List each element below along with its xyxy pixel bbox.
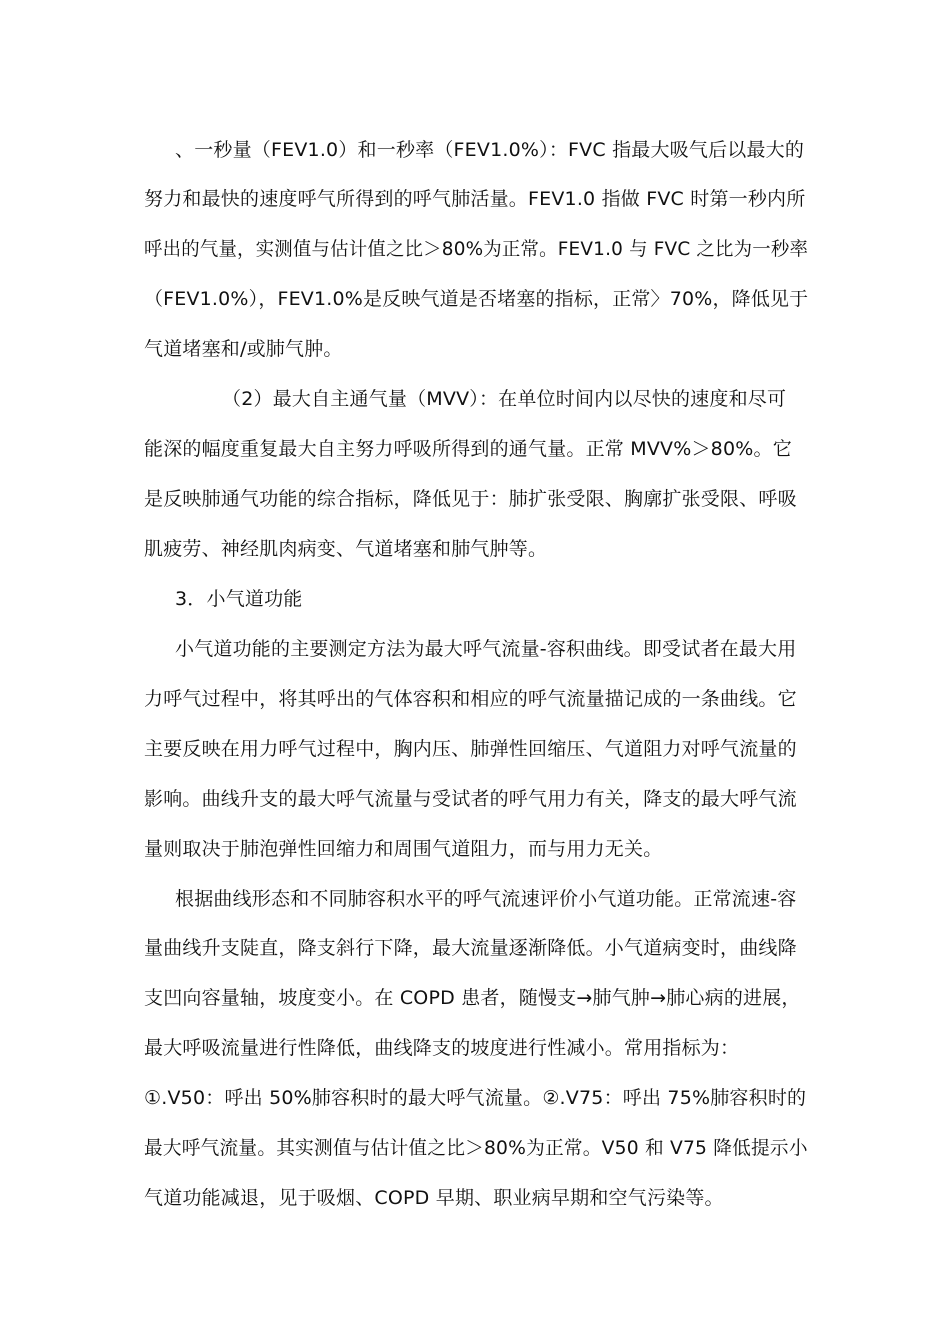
text-line: 力呼气过程中，将其呼出的气体容积和相应的呼气流量描记成的一条曲线。它 bbox=[144, 688, 797, 710]
text-line: ①.V50：呼出 50%肺容积时的最大呼气流量。②.V75：呼出 75%肺容积时的 bbox=[144, 1087, 807, 1109]
text-line: 是反映肺通气功能的综合指标，降低见于：肺扩张受限、胸廓扩张受限、呼吸 bbox=[144, 488, 797, 510]
section-heading: 3．小气道功能 bbox=[175, 588, 303, 610]
text-line: 能深的幅度重复最大自主努力呼吸所得到的通气量。正常 MVV%＞80%。它 bbox=[144, 438, 792, 460]
text-line: 量则取决于肺泡弹性回缩力和周围气道阻力，而与用力无关。 bbox=[144, 838, 663, 860]
text-line: 最大呼吸流量进行性降低，曲线降支的坡度进行性减小。常用指标为： bbox=[144, 1037, 740, 1059]
text-line: 主要反映在用力呼气过程中，胸内压、肺弹性回缩压、气道阻力对呼气流量的 bbox=[144, 738, 797, 760]
text-line: 肌疲劳、神经肌肉病变、气道堵塞和肺气肿等。 bbox=[144, 538, 548, 560]
text-line: 支凹向容量轴，坡度变小。在 COPD 患者，随慢支→肺气肿→肺心病的进展， bbox=[144, 987, 801, 1009]
text-line: 小气道功能的主要测定方法为最大呼气流量-容积曲线。即受试者在最大用 bbox=[175, 638, 797, 660]
text-line: 呼出的气量，实测值与估计值之比＞80%为正常。FEV1.0 与 FVC 之比为一秒率 bbox=[144, 238, 809, 260]
text-line: （FEV1.0%），FEV1.0%是反映气道是否堵塞的指标，正常〉70%，降低见于 bbox=[144, 288, 809, 310]
text-line: 量曲线升支陡直，降支斜行下降，最大流量逐渐降低。小气道病变时，曲线降 bbox=[144, 937, 797, 959]
text-line: 最大呼气流量。其实测值与估计值之比＞80%为正常。V50 和 V75 降低提示小 bbox=[144, 1137, 808, 1159]
text-line: 气道功能减退，见于吸烟、COPD 早期、职业病早期和空气污染等。 bbox=[144, 1187, 724, 1209]
text-line: 、一秒量（FEV1.0）和一秒率（FEV1.0%）：FVC 指最大吸气后以最大的 bbox=[175, 139, 805, 161]
text-line: 根据曲线形态和不同肺容积水平的呼气流速评价小气道功能。正常流速-容 bbox=[175, 888, 797, 910]
text-line: （2）最大自主通气量（MVV）：在单位时间内以尽快的速度和尽可 bbox=[222, 388, 787, 410]
text-line: 努力和最快的速度呼气所得到的呼气肺活量。FEV1.0 指做 FVC 时第一秒内所 bbox=[144, 188, 806, 210]
text-line: 影响。曲线升支的最大呼气流量与受试者的呼气用力有关，降支的最大呼气流 bbox=[144, 788, 797, 810]
text-line: 气道堵塞和/或肺气肿。 bbox=[144, 338, 343, 360]
